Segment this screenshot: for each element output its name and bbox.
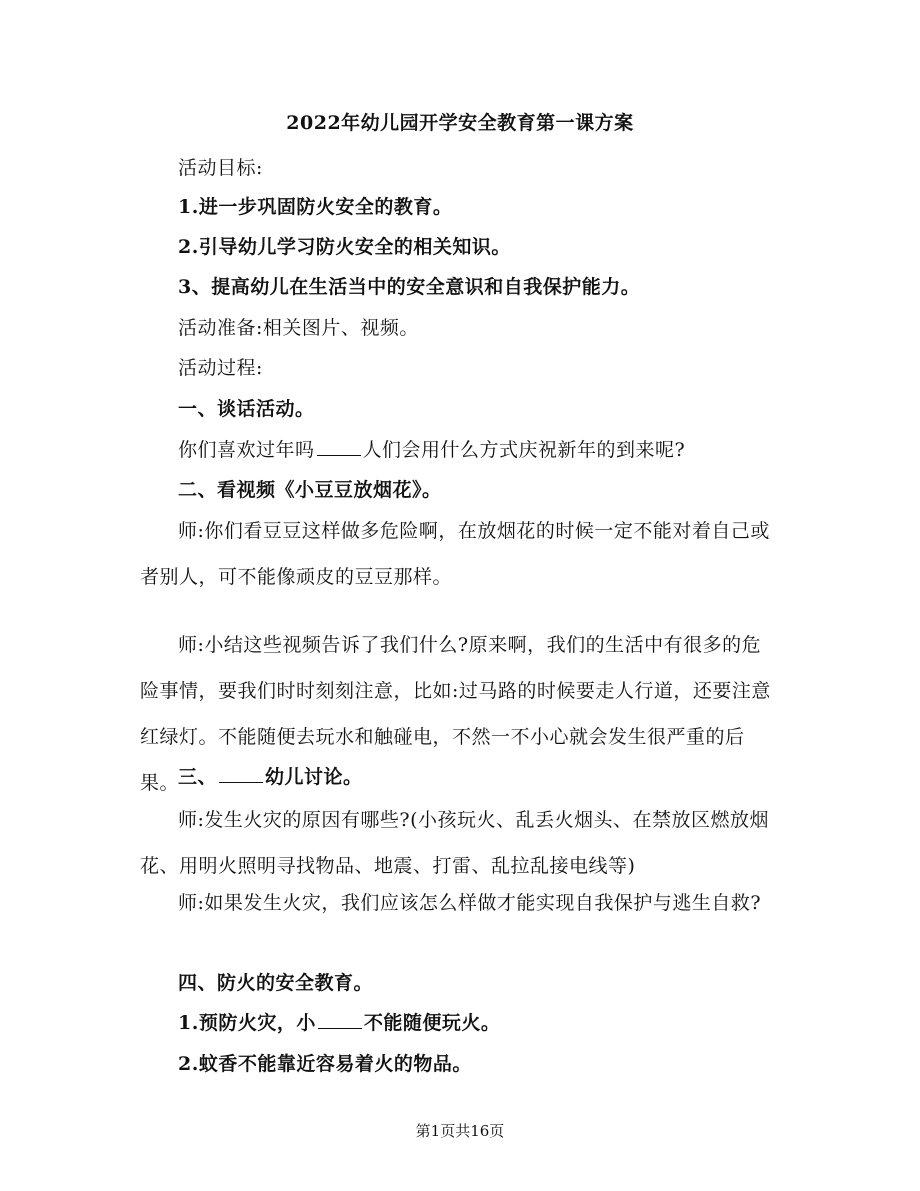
process-label: 活动过程: xyxy=(178,357,263,379)
section-1-text-b: 人们会用什么方式庆祝新年的到来呢? xyxy=(362,439,686,461)
section-2-paragraph-2: 师:小结这些视频告诉了我们什么?原来啊，我们的生活中有很多的危险事情，要我们时时刻刻注意，比如:过马路的时候要走人行道，还要注意红绿灯。不能随便去玩水和触碰电，不然一不小心就会发生很严重的后果。 xyxy=(140,634,771,794)
section-2-paragraph-1: 师:你们看豆豆这样做多危险啊，在放烟花的时候一定不能对着自己或者别人，可不能像顽皮的豆豆那样。 xyxy=(140,520,770,588)
fill-blank xyxy=(318,1008,362,1029)
section-2-heading: 二、看视频《小豆豆放烟花》。 xyxy=(178,479,442,501)
section-1-text-a: 你们喜欢过年吗 xyxy=(178,439,315,461)
preparation-text: 活动准备:相关图片、视频。 xyxy=(178,317,419,339)
fill-blank xyxy=(317,435,361,456)
section-3-paragraph-1: 师:发生火灾的原因有哪些?(小孩玩火、乱丢火烟头、在禁放区燃放烟花、用明火照明寻找物品、地震、打雷、乱拉乱接电线等) xyxy=(140,809,770,877)
section-4-heading: 四、防火的安全教育。 xyxy=(178,972,374,994)
goal-2: 2.引导幼儿学习防火安全的相关知识。 xyxy=(178,236,511,258)
section-1-heading: 一、谈话活动。 xyxy=(178,398,315,420)
page-footer: 第1页共16页 xyxy=(415,1122,505,1140)
section-3-heading xyxy=(140,754,780,800)
section-4-item-1 xyxy=(140,1000,780,1046)
goals-label: 活动目标: xyxy=(178,157,263,179)
section-4-item-1-b: 不能随便玩火。 xyxy=(363,1012,501,1034)
section-3-heading-b: 幼儿讨论。 xyxy=(265,766,363,788)
section-4-item-1-a: 1.预防火灾，小 xyxy=(178,1012,316,1034)
goal-3: 3、提高幼儿在生活当中的安全意识和自我保护能力。 xyxy=(178,276,641,298)
goal-1: 1.进一步巩固防火安全的教育。 xyxy=(178,196,453,218)
section-3-heading-a: 三、 xyxy=(178,766,218,788)
document-title: 2022年幼儿园开学安全教育第一课方案 xyxy=(286,112,634,134)
fill-blank xyxy=(219,762,263,783)
section-3-paragraph-2: 师:如果发生火灾，我们应该怎么样做才能实现自我保护与逃生自救? xyxy=(178,892,762,914)
section-4-item-2: 2.蚊香不能靠近容易着火的物品。 xyxy=(178,1053,472,1075)
